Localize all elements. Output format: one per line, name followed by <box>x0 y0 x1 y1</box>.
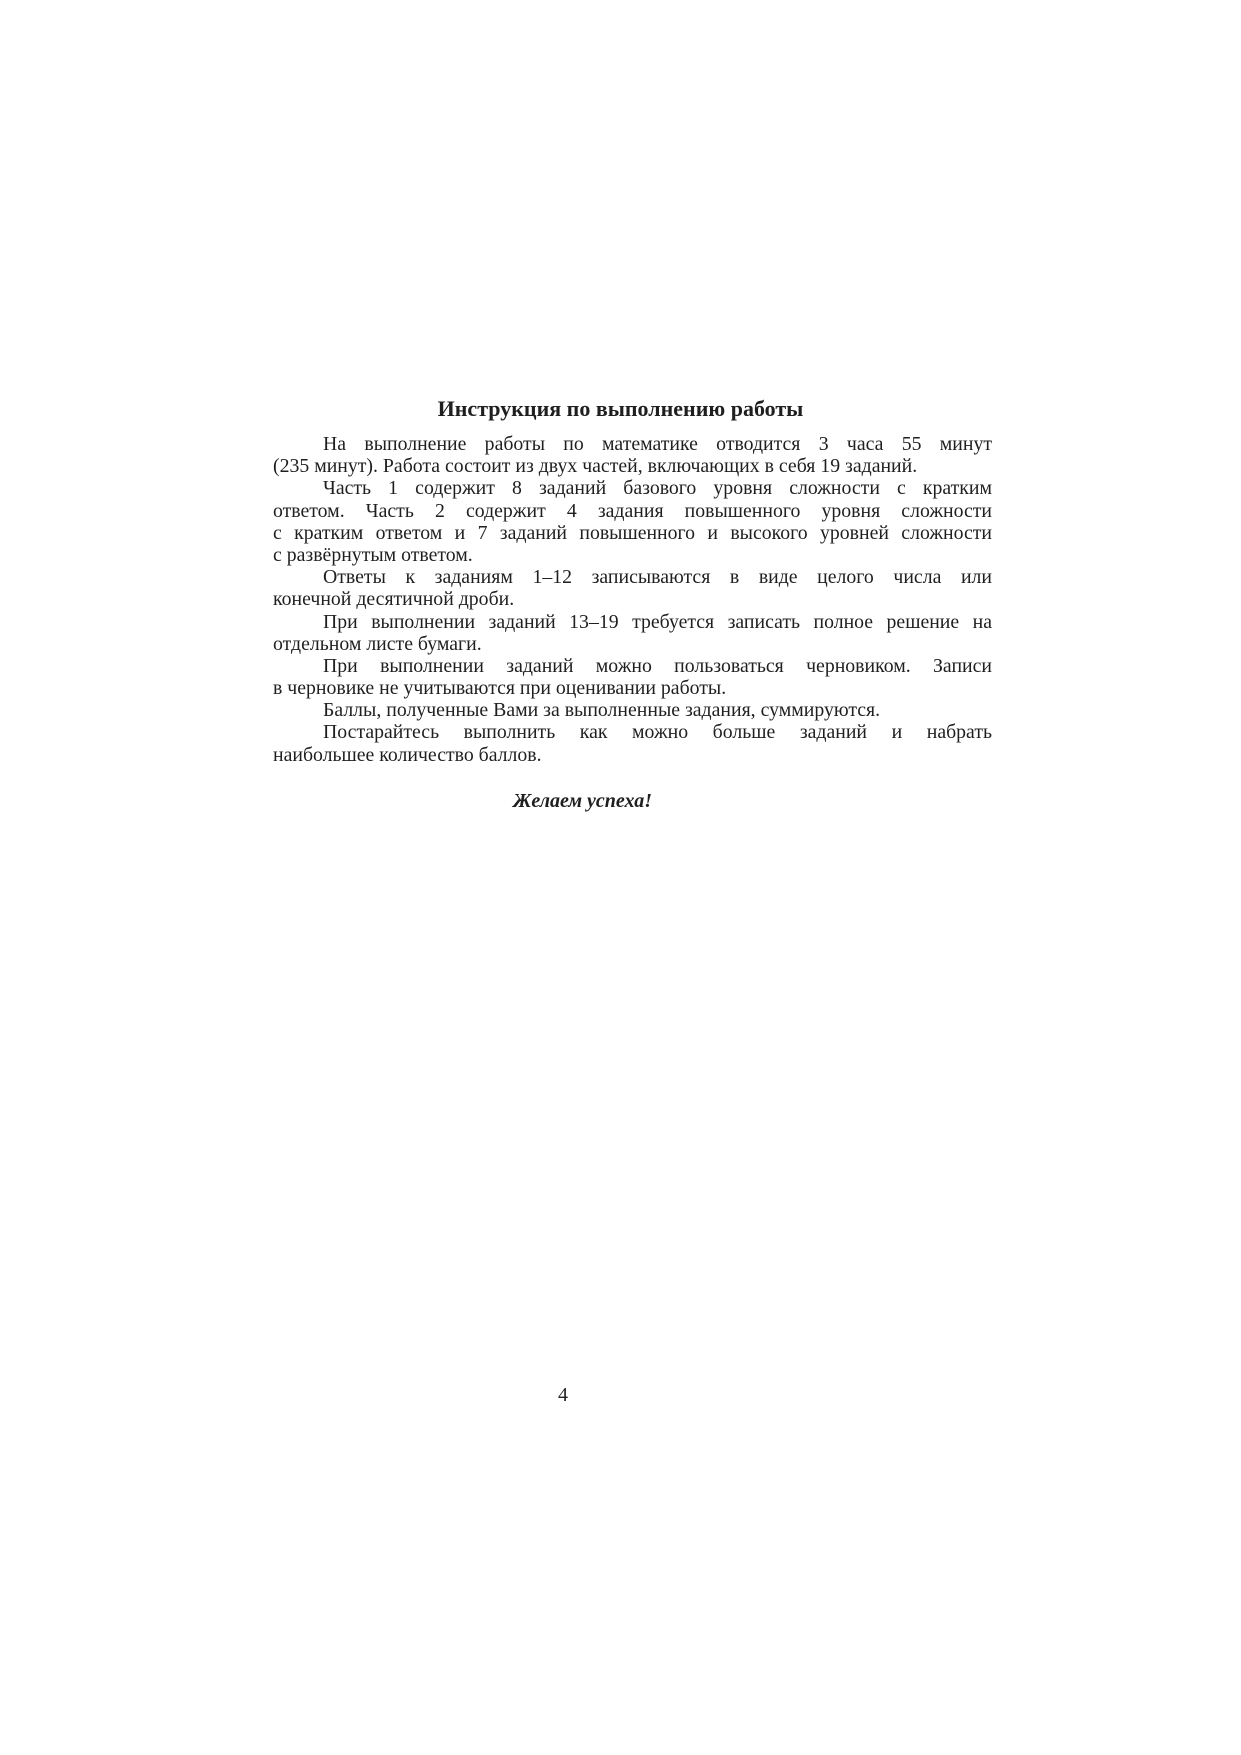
paragraph <box>273 611 992 655</box>
closing-wish: Желаем успеха! <box>512 789 653 812</box>
text-line: Часть 1 содержит 8 заданий базового уровня сложности с кратким <box>323 477 992 500</box>
text-line: отдельном листе бумаги. <box>273 632 482 655</box>
text-line: При выполнении заданий 13–19 требуется записать полное решение на <box>323 610 992 633</box>
text-line: ответом. Часть 2 содержит 4 задания повышенного уровня сложности <box>273 499 992 522</box>
paragraph <box>273 433 992 477</box>
text-line: с развёрнутым ответом. <box>273 543 473 566</box>
paragraph <box>273 566 992 610</box>
paragraph <box>273 721 992 765</box>
instructions-text <box>273 433 992 813</box>
text-line: (235 минут). Работа состоит из двух частей, включающих в себя 19 заданий. <box>273 455 918 478</box>
page-number: 4 <box>558 1384 568 1406</box>
text-line: Постарайтесь выполнить как можно больше заданий и набрать <box>323 721 992 744</box>
text-line: конечной десятичной дроби. <box>273 588 515 611</box>
text-line: На выполнение работы по математике отводится 3 часа 55 минут <box>323 433 992 455</box>
paragraph <box>273 655 992 699</box>
paragraph <box>273 477 992 566</box>
text-line: наибольшее количество баллов. <box>273 743 542 766</box>
text-line: Ответы к заданиям 1–12 записываются в виде целого числа или <box>323 566 992 589</box>
page-title: Инструкция по выполнению работы <box>437 396 804 421</box>
paragraph <box>273 699 992 721</box>
text-line: При выполнении заданий можно пользоваться черновиком. Записи <box>323 654 992 677</box>
text-line: Баллы, полученные Вами за выполненные задания, суммируются. <box>323 699 881 722</box>
text-line: с кратким ответом и 7 заданий повышенного и высокого уровней сложности <box>273 521 992 544</box>
instructions-paragraphs <box>273 433 992 766</box>
text-line: в черновике не учитываются при оценивании работы. <box>273 677 727 700</box>
